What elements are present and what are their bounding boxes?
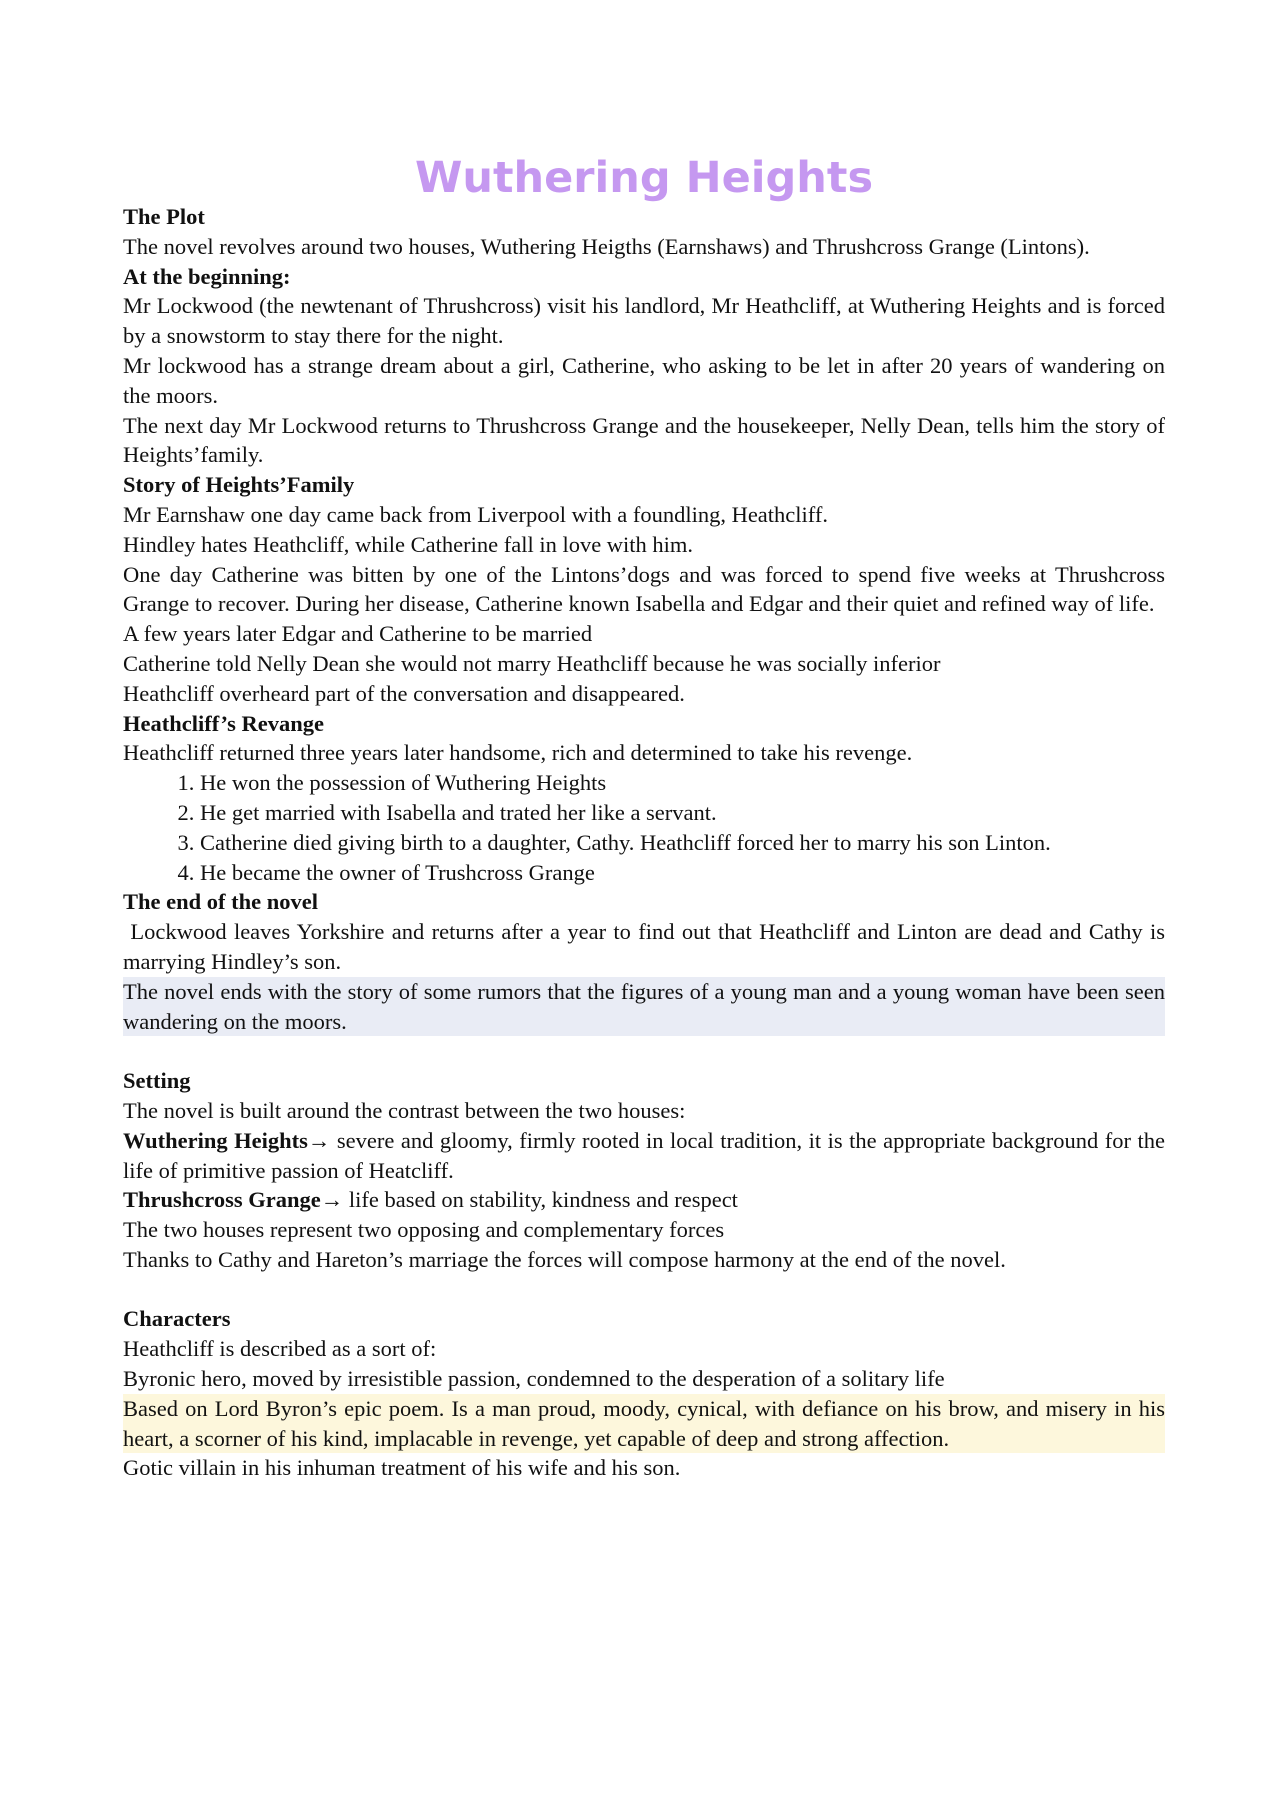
thrushcross-grange-text: life based on stability, kindness and respect [343,1187,738,1213]
revenge-heading: Heathcliff’s Revange [123,710,324,736]
setting-thrushcross-grange [123,1185,1165,1215]
characters-heading: Characters [123,1306,231,1332]
setting-line: The two houses represent two opposing and complementary forces [123,1217,725,1243]
list-item: 3. Catherine died giving birth to a daughter, Cathy. Heathcliff forced her to marry his son Linton. [200,828,1165,858]
document-page [123,148,1171,1483]
characters-intro: Heathcliff is described as a sort of: [123,1336,437,1362]
spacer [123,1036,1165,1066]
setting-intro: The novel is built around the contrast between the two houses: [123,1097,686,1123]
story-paragraph: One day Catherine was bitten by one of the Lintons’dogs and was forced to spend five weeks at Thrushcross Grange to recover. During her disease, Catherine known Isabella and Edgar and their quiet and refined way of life. [123,561,1165,617]
wuthering-heights-label: Wuthering Heights→ [123,1127,331,1153]
end-highlighted-paragraph: The novel ends with the story of some rumors that the figures of a young man and a young woman have been seen wandering on the moors. [123,977,1165,1037]
end-paragraph: Lockwood leaves Yorkshire and returns after a year to find out that Heathcliff and Linton are dead and Cathy is marrying Hindley’s son. [123,919,1171,974]
setting-wuthering-heights [123,1126,1165,1186]
plot-intro: The novel revolves around two houses, Wuthering Heigths (Earnshaws) and Thrushcross Grange (Lintons). [123,233,1090,259]
beginning-paragraph: The next day Mr Lockwood returns to Thrushcross Grange and the housekeeper, Nelly Dean, tells him the story of Heights’family. [123,412,1165,468]
list-item: 4. He became the owner of Trushcross Grange [200,858,1165,888]
byronic-hero-line: Byronic hero, moved by irresistible passion, condemned to the desperation of a solitary life [123,1366,945,1392]
list-item: 1. He won the possession of Wuthering Heights [200,768,1165,798]
byron-quote-highlighted: Based on Lord Byron’s epic poem. Is a man proud, moody, cynical, with defiance on his brow, and misery in his heart, a scorner of his kind, implacable in revenge, yet capable of deep and strong affection. [123,1394,1165,1454]
story-paragraph: A few years later Edgar and Catherine to be married [123,621,593,647]
list-item: 2. He get married with Isabella and trated her like a servant. [200,798,1165,828]
document-title: Wuthering Heights [414,153,874,203]
beginning-paragraph: Mr Lockwood (the newtenant of Thrushcross) visit his landlord, Mr Heathcliff, at Wuthering Heights and is forced by a snowstorm to stay there for the night. [123,293,1165,349]
plot-heading: The Plot [123,204,205,229]
story-paragraph: Heathcliff overheard part of the conversation and disappeared. [123,680,685,706]
gothic-villain-line: Gotic villain in his inhuman treatment of his wife and his son. [123,1455,681,1481]
revenge-intro: Heathcliff returned three years later handsome, rich and determined to take his revenge. [123,740,913,766]
thrushcross-grange-label: Thrushcross Grange→ [123,1187,344,1213]
setting-heading: Setting [123,1068,191,1094]
end-heading: The end of the novel [123,889,319,915]
beginning-paragraph: Mr lockwood has a strange dream about a girl, Catherine, who asking to be let in after 20 years of wandering on the moors. [123,352,1165,408]
revenge-list [123,768,1165,887]
wuthering-heights-text: severe and gloomy, firmly rooted in local tradition, it is the appropriate background for the life of primitive passion of Heatcliff. [123,1127,1165,1183]
story-paragraph: Catherine told Nelly Dean she would not marry Heathcliff because he was socially inferior [123,650,941,676]
beginning-heading: At the beginning: [123,263,291,289]
story-heading: Story of Heights’Family [123,472,355,498]
story-paragraph: Mr Earnshaw one day came back from Liverpool with a foundling, Heathcliff. [123,501,828,527]
setting-line: Thanks to Cathy and Hareton’s marriage the forces will compose harmony at the end of the novel. [123,1246,1006,1272]
story-paragraph: Hindley hates Heathcliff, while Catherine fall in love with him. [123,531,694,557]
spacer [123,1275,1165,1305]
